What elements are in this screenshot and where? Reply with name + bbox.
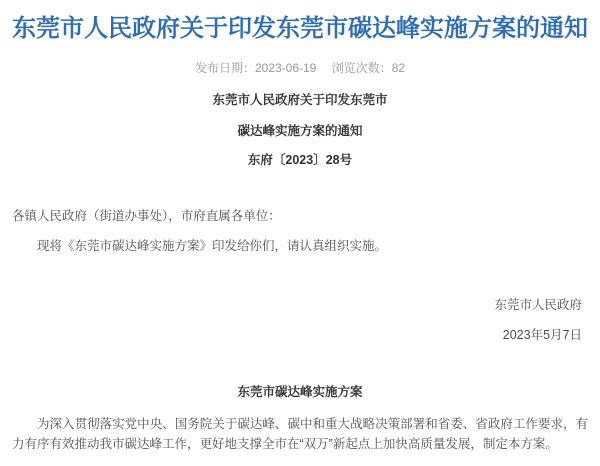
section-paragraph: 为深入贯彻落实党中央、国务院关于碳达峰、碳中和重大战略决策部署和省委、省政府工作要求，有力有序有效推动我市碳达峰工作，更好地支撑全市在“双万”新起点上加快高质量发展，制定本方案。 — [12, 417, 588, 451]
article-meta — [12, 60, 588, 76]
salutation-line: 各镇人民政府（街道办事处），市府直属各单位： — [12, 209, 281, 223]
signature-name: 东莞市人民政府 — [494, 298, 582, 312]
publish-date-label: 发布日期： — [194, 61, 255, 75]
section-heading: 东莞市碳达峰实施方案 — [237, 385, 363, 399]
document-heading-line2: 碳达峰实施方案的通知 — [237, 124, 363, 138]
document-heading-line1: 东莞市人民政府关于印发东莞市 — [212, 93, 388, 107]
document-number: 东府〔2023〕28号 — [247, 153, 353, 167]
publish-date-value: 2023-06-19 — [254, 61, 317, 75]
signature-date: 2023年5月7日 — [502, 328, 582, 342]
main-paragraph: 现将《东莞市碳达峰实施方案》印发给你们，请认真组织实施。 — [37, 239, 388, 253]
views-label: 浏览次数： — [331, 61, 392, 75]
page-title: 东莞市人民政府关于印发东莞市碳达峰实施方案的通知 — [12, 15, 588, 42]
signature-block — [12, 297, 588, 344]
views-count: 82 — [391, 61, 406, 75]
